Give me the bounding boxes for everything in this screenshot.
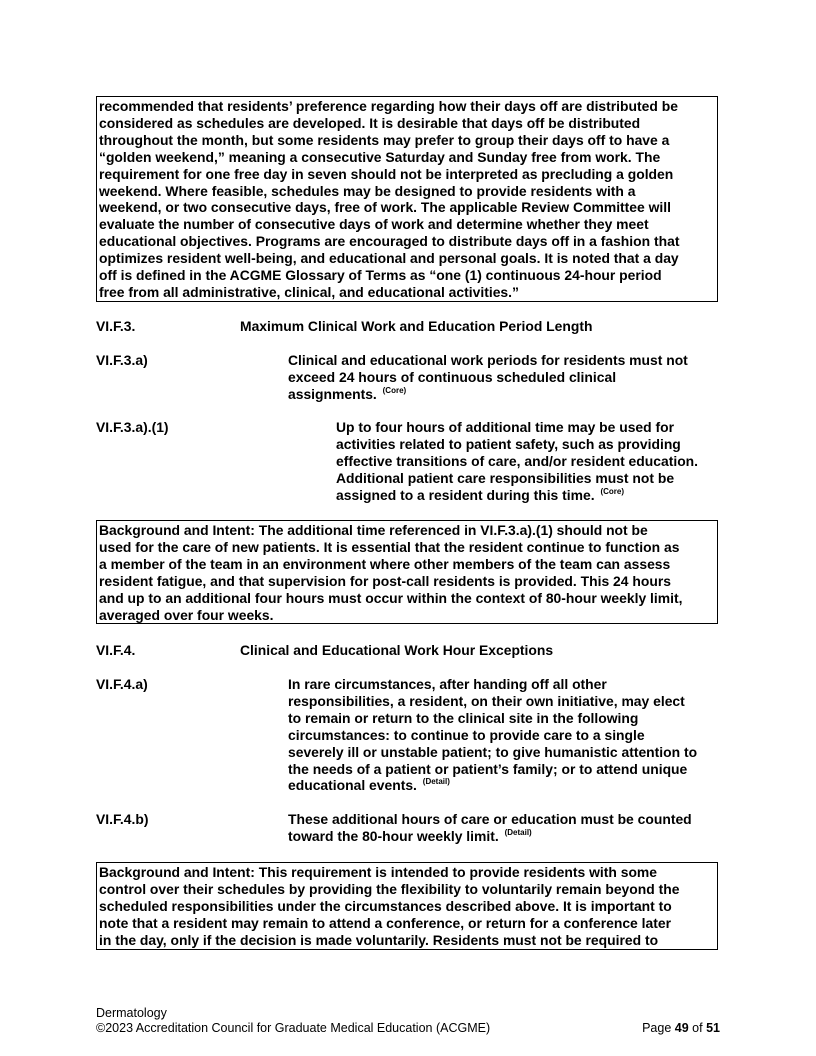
requirement-line [288,777,697,794]
box-line: weekend, or two consecutive days, free of work. The applicable Review Committee will [99,199,671,216]
box-line: recommended that residents’ preference regarding how their days off are distributed be [99,98,678,114]
box-line: throughout the month, but some residents may prefer to group their days off to have a [99,131,670,148]
box-line: and up to an additional four hours must occur within the context of 80-hour weekly limit, [99,589,683,606]
section-title-vif3 [240,318,592,335]
box-line: educational objectives. Programs are encouraged to distribute days off in a fashion that [99,233,680,250]
requirement-line: activities related to patient safety, such as providing [336,435,681,452]
box-line: control over their schedules by providing the flexibility to voluntarily remain beyond the [99,880,680,897]
box-line: evaluate the number of consecutive days of work and determine whether they meet [99,216,649,233]
box-line: Background and Intent: This requirement is intended to provide residents with some [99,864,658,880]
box-line: note that a resident may remain to attend a conference, or return for a conference later [99,914,671,931]
box-line: used for the care of new patients. It is essential that the resident continue to function as [99,538,680,555]
background-intent-box-exceptions [96,862,718,950]
section-number-vif4: VI.F.4. [96,642,136,658]
requirement-line-text: assigned to a resident during this time. [336,486,595,503]
page-word: Page [642,1021,672,1035]
requirement-text-vif3a [288,352,688,403]
background-intent-box-days-off [96,96,718,302]
requirement-text-vif4a [288,676,697,794]
requirement-line-text: assignments. [288,385,377,402]
box-line: scheduled responsibilities under the circumstances described above. It is important to [99,897,672,914]
requirement-line: Clinical and educational work periods for residents must not [288,352,688,368]
box-line: “golden weekend,” meaning a consecutive Saturday and Sunday free from work. The [99,148,661,165]
requirement-line: Up to four hours of additional time may be used for [336,419,675,435]
requirement-line: responsibilities, a resident, on their own initiative, may elect [288,692,685,709]
footer-copyright: ©2023 Accreditation Council for Graduate Medical Education (ACGME) [96,1021,491,1035]
requirement-line [288,828,692,845]
section-title-text: Maximum Clinical Work and Education Period Length [240,318,593,334]
requirement-number-vif4b: VI.F.4.b) [96,811,149,827]
section-number-vif3: VI.F.3. [96,318,136,334]
box-line: weekend. Where feasible, schedules may be designed to provide residents with a [99,182,636,199]
requirement-line: the needs of a patient or patient’s family; or to attend unique [288,760,688,777]
box-line: considered as schedules are developed. It is desirable that days off be distributed [99,114,641,131]
section-title-text: Clinical and Educational Work Hour Exceptions [240,642,554,658]
requirement-line: Additional patient care responsibilities must not be [336,469,675,486]
requirement-line: to remain or return to the clinical site in the following [288,709,639,726]
section-title-vif4 [240,642,553,659]
requirement-line: circumstances: to continue to provide care to a single [288,726,645,743]
box-line: resident fatigue, and that supervision for post-call residents is provided. This 24 hours [99,572,671,589]
page-total: 51 [706,1021,720,1035]
requirement-line-text: toward the 80-hour weekly limit. [288,827,499,844]
detail-tag: (Detail) [504,827,532,837]
requirement-line-text: educational events. [288,777,417,794]
footer-page-number [642,1021,720,1036]
requirement-line: severely ill or unstable patient; to give humanistic attention to [288,743,698,760]
box-line: off is defined in the ACGME Glossary of Terms as “one (1) continuous 24-hour period [99,267,662,284]
requirement-line: In rare circumstances, after handing off all other [288,676,607,692]
requirement-line: effective transitions of care, and/or resident education. [336,452,699,469]
box-line: optimizes resident well-being, and educational and personal goals. It is noted that a day [99,250,679,267]
requirement-number-vif3a1: VI.F.3.a).(1) [96,419,169,435]
requirement-number-vif3a: VI.F.3.a) [96,352,148,368]
requirement-line [336,487,698,504]
requirement-line: exceed 24 hours of continuous scheduled clinical [288,368,617,385]
requirement-text-vif4b [288,811,692,845]
box-line: in the day, only if the decision is made voluntarily. Residents must not be required to [99,931,659,948]
footer-specialty: Dermatology [96,1006,167,1020]
requirement-line: These additional hours of care or education must be counted [288,811,692,827]
box-line: Background and Intent: The additional time referenced in VI.F.3.a).(1) should not be [99,522,648,538]
box-line: a member of the team in an environment where other members of the team can assess [99,555,671,572]
core-tag: (Core) [600,486,624,496]
page-of: of [692,1021,703,1035]
page-current: 49 [674,1021,689,1035]
detail-tag: (Detail) [422,777,450,787]
box-line: free from all administrative, clinical, and educational activities.” [99,283,519,300]
core-tag: (Core) [382,385,407,395]
requirement-number-vif4a: VI.F.4.a) [96,676,148,692]
box-line: averaged over four weeks. [99,606,274,623]
background-intent-box-additional-time [96,520,718,624]
requirement-line [288,386,688,403]
requirement-text-vif3a1 [336,419,698,504]
box-line: requirement for one free day in seven should not be interpreted as precluding a golden [99,165,674,182]
